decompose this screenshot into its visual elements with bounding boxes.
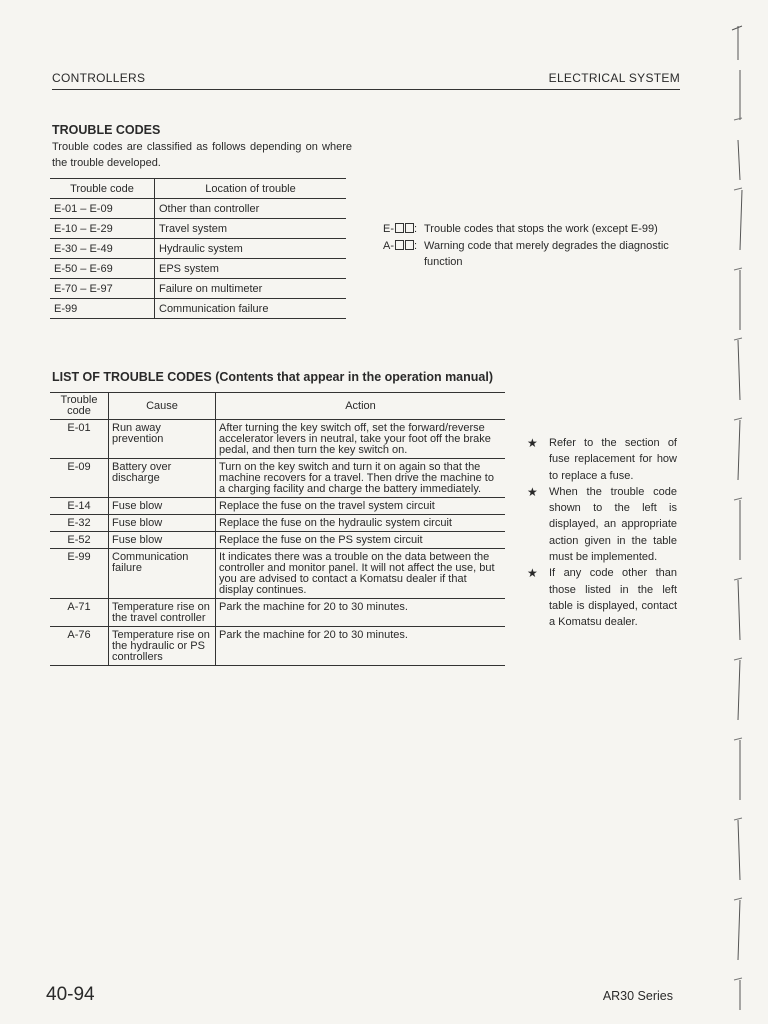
trouble-code-range: E-01 – E-09 [50,199,155,219]
trouble-action: Replace the fuse on the PS system circuit [216,532,506,549]
trouble-code-range: E-30 – E-49 [50,239,155,259]
star-icon: ★ [527,566,538,581]
legend-text: Trouble codes that stops the work (except E-99) [424,223,658,235]
trouble-location: EPS system [155,259,347,279]
trouble-code-range: E-70 – E-97 [50,279,155,299]
trouble-cause: Fuse blow [109,515,216,532]
column-header: Trouble code [50,179,155,199]
trouble-action: Park the machine for 20 to 30 minutes. [216,599,506,627]
side-notes [527,435,677,631]
trouble-cause: Temperature rise on the travel controller [109,599,216,627]
trouble-code-list-table [50,392,505,666]
column-header: Location of trouble [155,179,347,199]
trouble-code: A-76 [50,627,109,666]
trouble-action: Park the machine for 20 to 30 minutes. [216,627,506,666]
trouble-cause: Fuse blow [109,532,216,549]
star-icon: ★ [527,436,538,450]
trouble-codes-title: TROUBLE CODES [52,123,161,137]
trouble-code-list-title: LIST OF TROUBLE CODES (Contents that appear in the operation manual) [52,370,493,384]
trouble-codes-intro: Trouble codes are classified as follows depending on where the trouble developed. [52,141,352,169]
trouble-code: A-71 [50,599,109,627]
trouble-action: After turning the key switch off, set the forward/reverse accelerator levers in neutral, take your foot off the brake pedal, and then turn the key switch on. [216,420,506,459]
table-row [50,459,505,498]
header-chapter-name: ELECTRICAL SYSTEM [548,71,680,85]
table-row [50,627,505,666]
trouble-code: E-09 [50,459,109,498]
table-row [50,279,346,299]
legend-e-code: E- : Trouble codes that stops the work (except E-99) [383,221,684,237]
star-icon: ★ [527,484,538,499]
trouble-cause: Temperature rise on the hydraulic or PS controllers [109,627,216,666]
table-header-row [50,393,505,420]
header-section-name: CONTROLLERS [52,71,146,85]
trouble-location: Failure on multimeter [155,279,347,299]
trouble-location: Hydraulic system [155,239,347,259]
table-header-row [50,179,346,199]
box-placeholder-icon [405,240,414,250]
trouble-code: E-52 [50,532,109,549]
trouble-action: Replace the fuse on the travel system circuit [216,498,506,515]
box-placeholder-icon [405,223,414,233]
trouble-code: E-01 [50,420,109,459]
trouble-code-range: E-10 – E-29 [50,219,155,239]
table-row [50,599,505,627]
table-row [50,549,505,599]
note-item [527,484,677,565]
table-row [50,259,346,279]
legend-prefix: A- [383,240,394,252]
note-text: If any code other than those listed in the left table is displayed, contact a Komatsu dealer. [549,567,677,629]
legend-a-code: A- : Warning code that merely degrades the diagnostic function [383,238,684,270]
trouble-action: It indicates there was a trouble on the data between the controller and monitor panel. It will not affect the use, but you are advised to contact a Komatsu dealer if that display continues. [216,549,506,599]
trouble-code: E-14 [50,498,109,515]
table-row [50,239,346,259]
binding-edge-marks [728,0,768,1024]
table-row [50,420,505,459]
series-name: AR30 Series [602,989,673,1003]
table-row [50,515,505,532]
column-header: Cause [109,393,216,420]
table-row [50,532,505,549]
column-header: Trouble code [50,393,109,420]
table-row [50,299,346,319]
trouble-cause: Fuse blow [109,498,216,515]
trouble-cause: Battery over discharge [109,459,216,498]
note-text: Refer to the section of fuse replacement for how to replace a fuse. [549,437,677,482]
trouble-code: E-99 [50,549,109,599]
box-placeholder-icon [395,223,404,233]
column-header: Action [216,393,506,420]
trouble-code-classification-table [50,178,346,319]
trouble-location: Communication failure [155,299,347,319]
trouble-code: E-32 [50,515,109,532]
note-item [527,565,677,630]
legend-prefix: E- [383,223,394,235]
note-item [527,435,677,484]
box-placeholder-icon [395,240,404,250]
table-row [50,199,346,219]
trouble-action: Replace the fuse on the hydraulic system circuit [216,515,506,532]
table-row [50,219,346,239]
header-rule [52,89,680,90]
trouble-cause: Communication failure [109,549,216,599]
trouble-action: Turn on the key switch and turn it on again so that the machine recovers for a travel. Then drive the machine to a charging facility and charge the battery immediately. [216,459,506,498]
legend-text: Warning code that merely degrades the diagnostic function [424,240,669,268]
page-number: 40-94 [46,984,95,1005]
trouble-cause: Run away prevention [109,420,216,459]
note-text: When the trouble code shown to the left is displayed, an appropriate action given in the table must be implemented. [549,485,677,564]
trouble-code-range: E-99 [50,299,155,319]
trouble-location: Travel system [155,219,347,239]
trouble-code-range: E-50 – E-69 [50,259,155,279]
trouble-location: Other than controller [155,199,347,219]
table-row [50,498,505,515]
